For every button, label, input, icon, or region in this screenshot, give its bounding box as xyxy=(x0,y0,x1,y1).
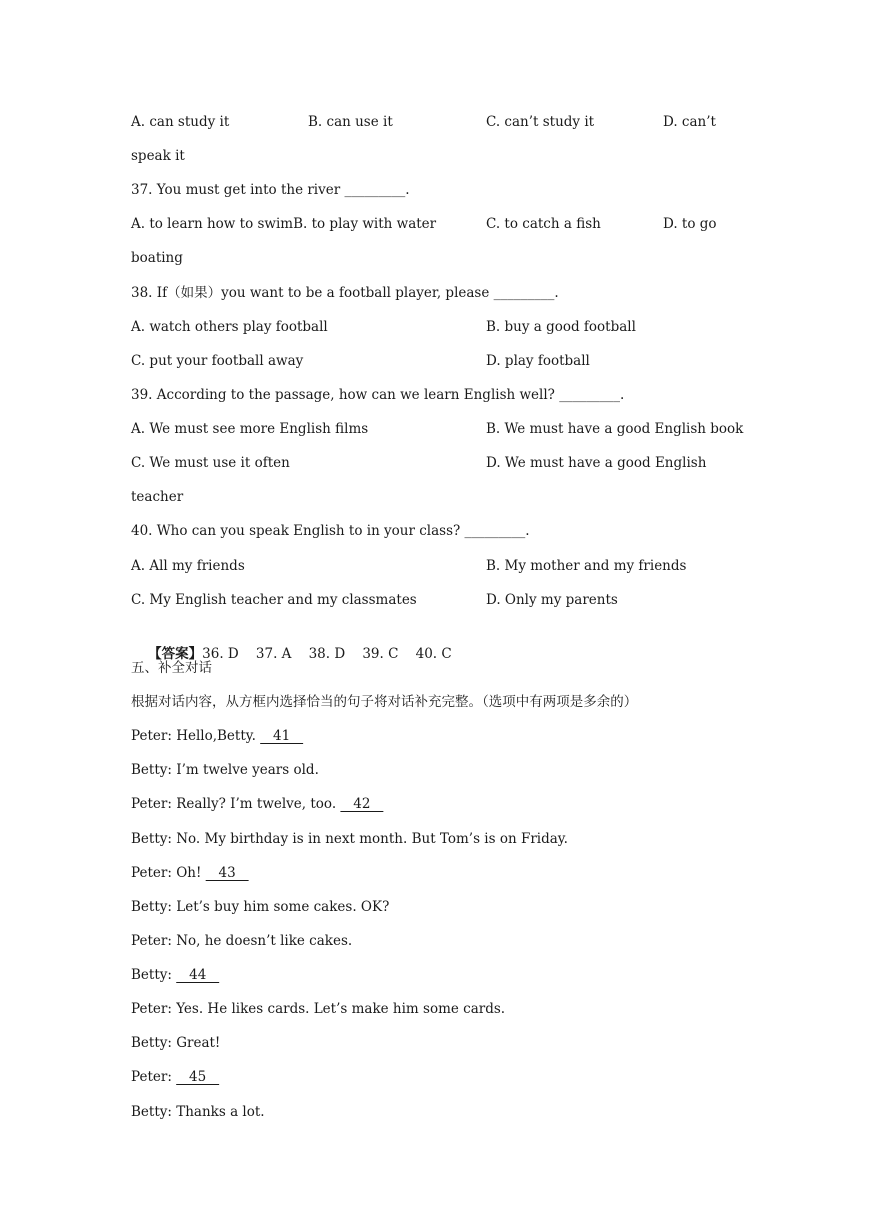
dialogue-line xyxy=(131,1067,219,1087)
q38-option-a: A. watch others play football xyxy=(131,319,328,335)
q40-stem: 40. Who can you speak English to in your class? _________. xyxy=(131,523,530,539)
q37-stem: 37. You must get into the river _________. xyxy=(131,182,410,198)
dialogue-line xyxy=(131,760,319,780)
q39-option-d: D. We must have a good English xyxy=(486,455,707,471)
q40-option-c: C. My English teacher and my classmates xyxy=(131,592,417,608)
blank-44: 44 xyxy=(176,967,220,983)
answer-label: 【答案】 xyxy=(148,646,203,662)
dialogue-text: I’m twelve years old. xyxy=(176,762,319,778)
q38-options-row-2 xyxy=(131,351,590,371)
speaker: Peter: xyxy=(131,1001,177,1017)
q38-stem: 38. If（如果）you want to be a football player, please _________. xyxy=(131,285,559,301)
speaker: Peter: xyxy=(131,796,177,812)
speaker: Peter: xyxy=(131,933,177,949)
q38-option-c: C. put your football away xyxy=(131,353,304,369)
speaker: Betty: xyxy=(131,831,177,847)
speaker: Peter: xyxy=(131,728,177,744)
q40-option-b: B. My mother and my friends xyxy=(486,558,687,574)
dialogue-line xyxy=(131,1033,220,1053)
q36-option-c: C. can’t study it xyxy=(486,114,595,130)
speaker: Betty: xyxy=(131,899,177,915)
dialogue-line xyxy=(131,999,505,1019)
dialogue-text: Hello,Betty. xyxy=(176,728,261,744)
dialogue-line xyxy=(131,726,303,746)
q36-options-row xyxy=(131,112,716,132)
q37-options-row xyxy=(131,214,717,234)
answer-line xyxy=(131,624,452,662)
section-instruction: 根据对话内容，从方框内选择恰当的句子将对话补充完整。（选项中有两项是多余的） xyxy=(131,694,638,710)
q40-option-a: A. All my friends xyxy=(131,558,245,574)
dialogue-text: Yes. He likes cards. Let’s make him some cards. xyxy=(176,1001,506,1017)
dialogue-text: Great! xyxy=(176,1035,221,1051)
dialogue-line xyxy=(131,829,568,849)
q36-option-d-continued: speak it xyxy=(131,148,185,164)
dialogue-text: No. My birthday is in next month. But Tom’s is on Friday. xyxy=(176,831,568,847)
speaker: Betty: xyxy=(131,1104,177,1120)
answer-text: 36. D 37. A 38. D 39. C 40. C xyxy=(202,646,452,662)
q39-option-c: C. We must use it often xyxy=(131,455,290,471)
q40-option-d: D. Only my parents xyxy=(486,592,618,608)
q39-stem: 39. According to the passage, how can we learn English well? _________. xyxy=(131,387,625,403)
section-title: 五、补全对话 xyxy=(131,660,212,676)
dialogue-line xyxy=(131,1102,265,1122)
speaker: Betty: xyxy=(131,967,177,983)
q37-option-c: C. to catch a fish xyxy=(486,216,601,232)
dialogue-text: No, he doesn’t like cakes. xyxy=(176,933,353,949)
q40-options-row-1 xyxy=(131,556,687,576)
dialogue-text: Let’s buy him some cakes. OK? xyxy=(176,899,390,915)
blank-43: 43 xyxy=(205,865,249,881)
q36-option-d: D. can’t xyxy=(663,114,716,130)
dialogue-line xyxy=(131,863,249,883)
q39-option-d-continued: teacher xyxy=(131,489,184,505)
q38-option-d: D. play football xyxy=(486,353,590,369)
blank-45: 45 xyxy=(176,1069,220,1085)
speaker: Betty: xyxy=(131,1035,177,1051)
dialogue-text: Oh! xyxy=(176,865,206,881)
dialogue-text: Really? I’m twelve, too. xyxy=(176,796,341,812)
speaker: Betty: xyxy=(131,762,177,778)
q40-options-row-2 xyxy=(131,590,618,610)
q37-option-d-continued: boating xyxy=(131,250,183,266)
q39-options-row-1 xyxy=(131,419,744,439)
q39-option-b: B. We must have a good English book xyxy=(486,421,744,437)
dialogue-line xyxy=(131,931,352,951)
q36-option-a: A. can study it xyxy=(131,114,230,130)
blank-42: 42 xyxy=(340,796,384,812)
blank-41: 41 xyxy=(260,728,304,744)
speaker: Peter: xyxy=(131,865,177,881)
q39-options-row-2 xyxy=(131,453,707,473)
q38-options-row-1 xyxy=(131,317,636,337)
dialogue-line xyxy=(131,965,219,985)
q39-option-a: A. We must see more English films xyxy=(131,421,369,437)
q37-option-d: D. to go xyxy=(663,216,717,232)
q38-option-b: B. buy a good football xyxy=(486,319,636,335)
speaker: Peter: xyxy=(131,1069,177,1085)
dialogue-text: Thanks a lot. xyxy=(176,1104,265,1120)
q37-option-ab: A. to learn how to swimB. to play with water xyxy=(131,216,437,232)
dialogue-line xyxy=(131,897,389,917)
dialogue-line xyxy=(131,794,383,814)
q36-option-b: B. can use it xyxy=(308,114,393,130)
